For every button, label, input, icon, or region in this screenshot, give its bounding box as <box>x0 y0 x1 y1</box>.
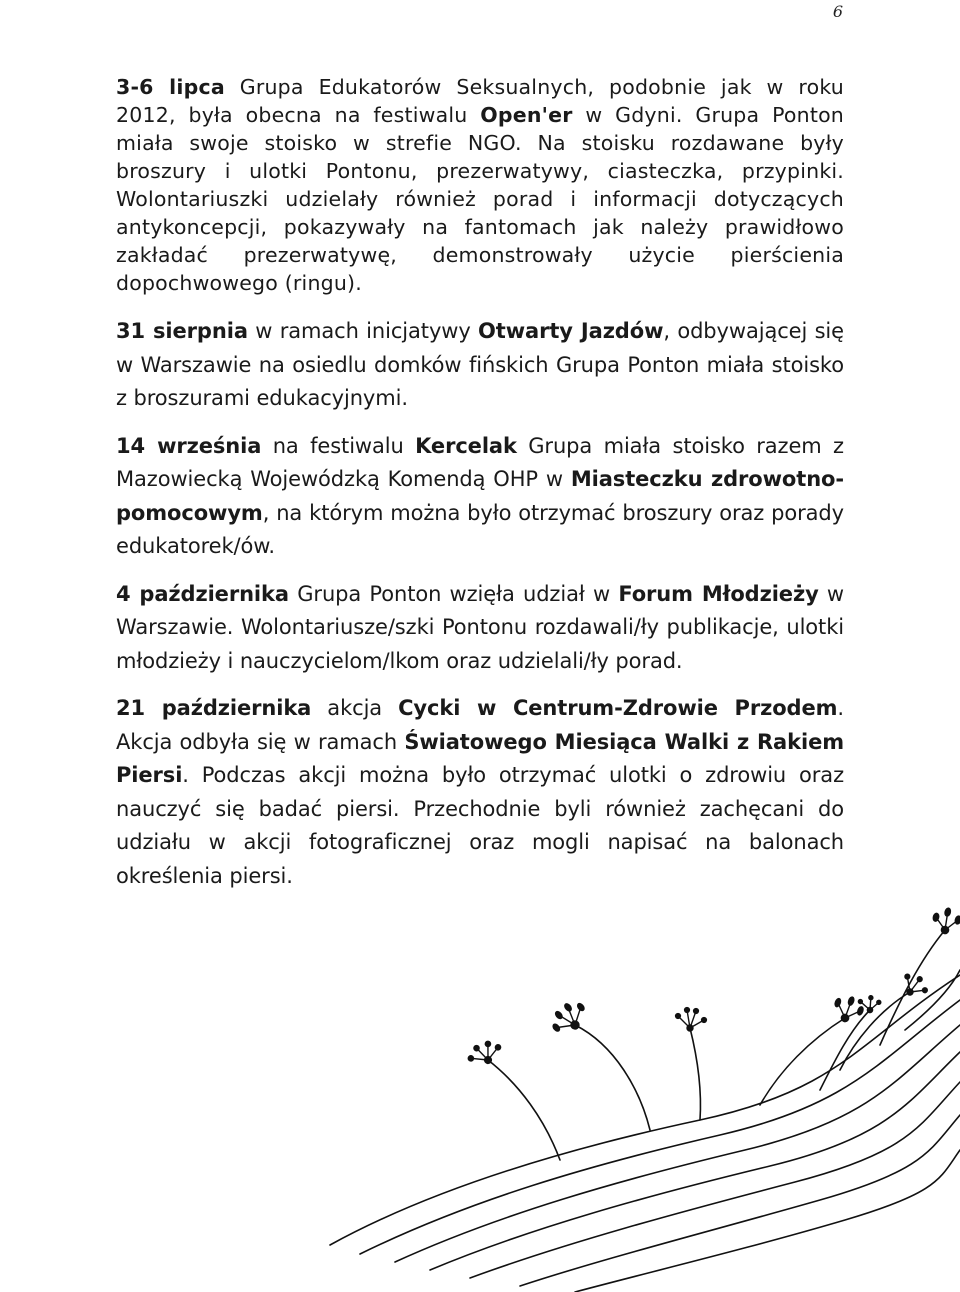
paragraph-jazdow <box>116 315 844 416</box>
date-text: 21 października <box>116 696 312 720</box>
event-name: Miasteczku zdrowotno-pomocowym <box>116 467 844 525</box>
body-text: . Akcja odbyła się w ramach <box>116 696 844 754</box>
body-text: Grupa miała stoisko razem z Mazowiecką Wojewódzką Komendą OHP w <box>116 433 844 491</box>
date-text: 14 września <box>116 433 262 458</box>
body-text: , na którym można było otrzymać broszury oraz porady edukatorek/ów. <box>116 500 844 558</box>
event-name: Forum Młodzieży <box>618 581 819 606</box>
event-name: Światowego Miesiąca Walki z Rakiem Piersi <box>116 729 844 787</box>
body-text: Grupa Edukatorów Seksualnych, podobnie jak w roku 2012, była obecna na festiwalu <box>116 75 844 127</box>
paragraph-forum <box>116 578 844 679</box>
date-text: 4 października <box>116 581 289 606</box>
date-text: 31 sierpnia <box>116 319 248 343</box>
body-text: . Podczas akcji można było otrzymać ulotki o zdrowiu oraz nauczyć się badać piersi. Przechodnie byli również zachęcani do udziału w akcji fotograficznej oraz mogli napisać na balonach określenia piersi. <box>116 763 844 888</box>
event-name: Kercelak <box>415 433 517 458</box>
body-text: akcja <box>311 696 399 720</box>
body-text: , odbywającej się w Warszawie na osiedlu domków fińskich Grupa Ponton miała stoisko z broszurami edukacyjnymi. <box>116 319 844 410</box>
body-text: w Gdyni. Grupa Ponton miała swoje stoisko w strefie NGO. Na stoisku rozdawane były broszury i ulotki Pontonu, prezerwatywy, ciasteczka, przypinki. Wolontariuszki udzielały również porad i informacji dotyczących antykoncepcji, pokazywały na fantomach jak należy prawidłowo zakładać prezerwatywę, demonstrowały użycie pierścienia dopochwowego (ringu). <box>116 103 845 295</box>
paragraph-kercelak <box>116 430 844 564</box>
document-body <box>116 73 844 893</box>
body-text: Grupa Ponton wzięła udział w <box>288 581 619 606</box>
event-name: Otwarty Jazdów <box>478 319 664 343</box>
page-number: 6 <box>832 2 843 21</box>
body-text: w ramach inicjatywy <box>247 319 479 343</box>
body-text: na festiwalu <box>261 433 416 458</box>
paragraph-opener <box>116 73 844 297</box>
paragraph-cycki <box>116 692 844 893</box>
event-name: Open'er <box>480 103 573 127</box>
date-text: 3-6 lipca <box>116 75 225 99</box>
event-name: Cycki w Centrum-Zdrowie Przodem <box>398 696 838 720</box>
body-text: w Warszawie. Wolontariusze/szki Pontonu rozdawali/ły publikacje, ulotki młodzieży i nauczycielom/lkom oraz udzielali/ły porad. <box>116 581 845 673</box>
